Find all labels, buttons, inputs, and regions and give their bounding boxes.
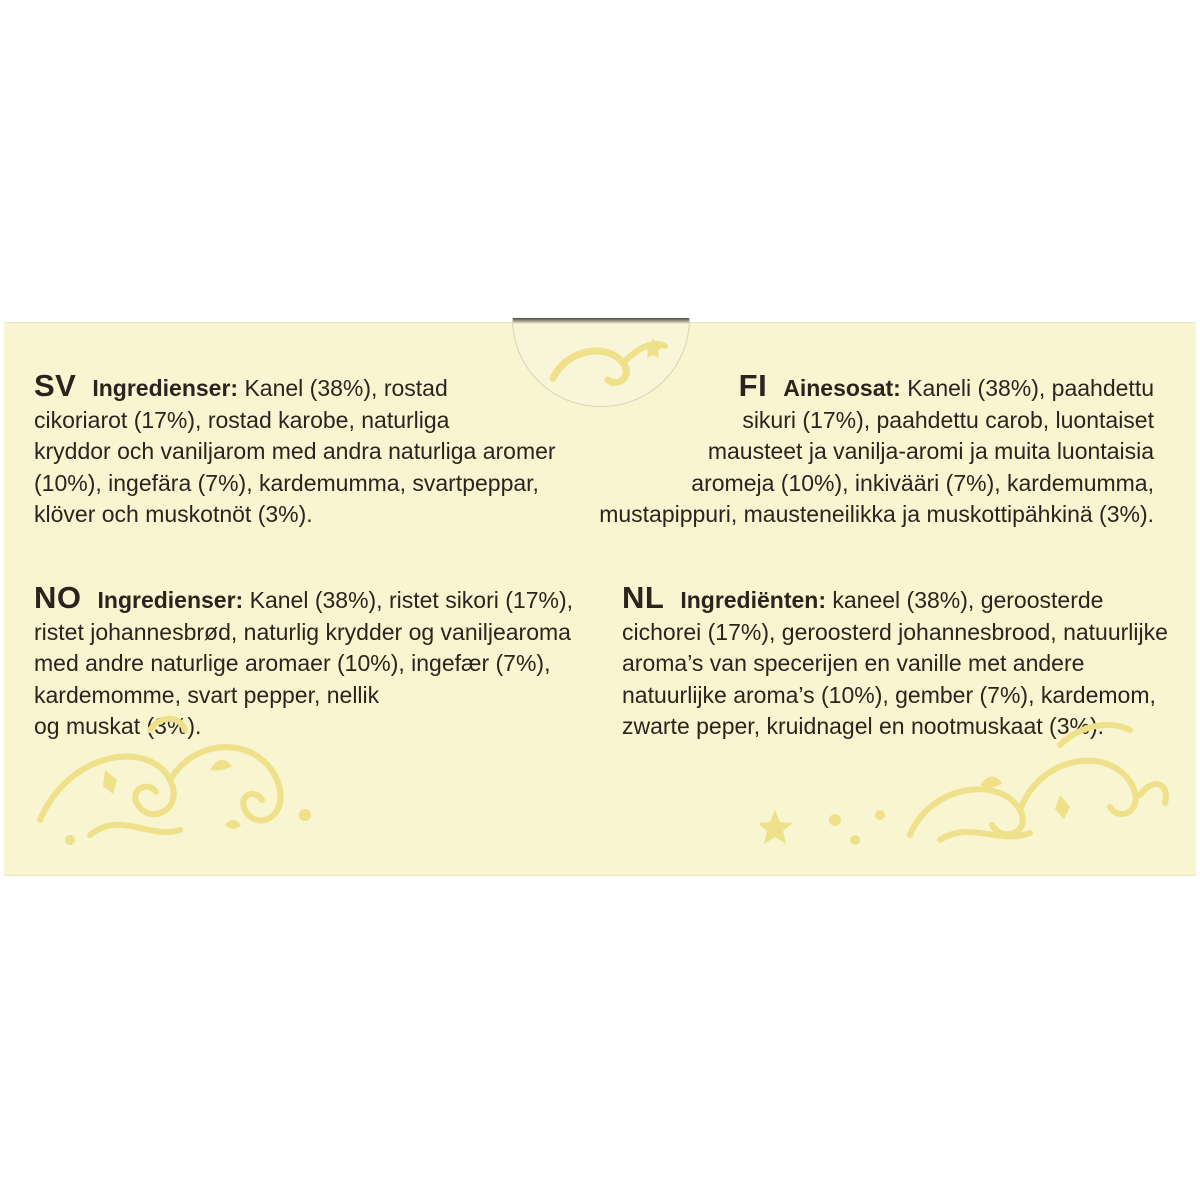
- no-label: Ingredienser:: [97, 587, 244, 613]
- fi-line: aromeja (10%), inkivääri (7%), kardemumma,: [691, 469, 1154, 496]
- fi-language-code: FI: [738, 368, 768, 403]
- fi-line: Kaneli (38%), paahdettu: [907, 375, 1154, 401]
- left-swirl-ornament: [30, 710, 330, 850]
- nl-line: aroma’s van specerijen en vanille met andere: [622, 650, 1085, 677]
- sv-line: Kanel (38%), rostad: [244, 375, 448, 401]
- nl-line: cichorei (17%), geroosterd johannesbrood, natuurlijke: [622, 618, 1168, 645]
- fi-ingredients: [599, 370, 1154, 531]
- no-language-code: NO: [34, 580, 82, 615]
- nl-line: natuurlijke aroma’s (10%), gember (7%), kardemom,: [622, 681, 1156, 708]
- nl-line: zwarte peper, kruidnagel en nootmuskaat (3%).: [622, 713, 1104, 740]
- no-line: ristet johannesbrød, naturlig krydder og vaniljearoma: [34, 618, 571, 645]
- no-line: Kanel (38%), ristet sikori (17%),: [249, 587, 573, 613]
- sv-ingredients: [34, 370, 556, 531]
- sv-line: klöver och muskotnöt (3%).: [34, 501, 313, 528]
- nl-label: Ingrediënten:: [680, 587, 826, 613]
- no-line: med andre naturlige aromaer (10%), ingefær (7%),: [34, 650, 551, 677]
- sv-language-code: SV: [34, 368, 77, 403]
- no-line: kardemomme, svart pepper, nellik: [34, 681, 380, 708]
- fi-label: Ainesosat:: [783, 375, 901, 401]
- sv-line: kryddor och vaniljarom med andra naturliga aromer: [34, 438, 556, 465]
- no-line: og muskat (3%).: [34, 713, 202, 740]
- nl-language-code: NL: [622, 580, 665, 615]
- sv-line: (10%), ingefära (7%), kardemumma, svartpeppar,: [34, 469, 539, 496]
- notch-shadow: [513, 318, 689, 324]
- fi-line: mausteet ja vanilja-aromi ja muita luontaisia: [707, 438, 1154, 465]
- right-swirl-ornament: [760, 715, 1180, 855]
- sv-line: cikoriarot (17%), rostad karobe, naturliga: [34, 406, 450, 433]
- fi-line: sikuri (17%), paahdettu carob, luontaiset: [742, 406, 1154, 433]
- sv-label: Ingredienser:: [92, 375, 239, 401]
- fi-line: mustapippuri, mausteneilikka ja muskottipähkinä (3%).: [599, 501, 1154, 528]
- nl-line: kaneel (38%), geroosterde: [832, 587, 1104, 613]
